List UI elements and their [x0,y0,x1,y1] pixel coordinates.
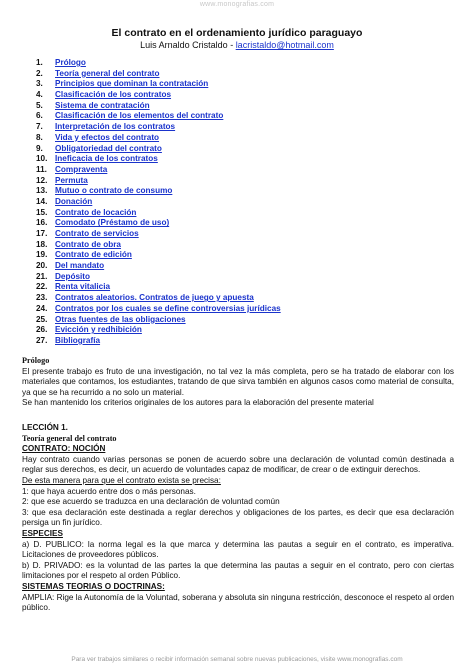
toc-link[interactable]: Clasificación de los elementos del contrato [55,111,224,121]
toc-number: 13. [36,186,48,196]
toc-item [36,240,281,251]
leccion-label: LECCIÓN 1. [22,423,68,432]
toc-number: 9. [36,143,43,153]
prologo-section [22,356,454,409]
author-line [0,40,474,50]
toc-link[interactable]: Contrato de locación [55,207,137,217]
toc-number: 6. [36,111,43,121]
toc-number: 2. [36,68,43,78]
toc-item [36,325,281,336]
prologo-note: Se han mantenido los criterios originales de los autores para la elaboración del presente material [22,398,374,408]
toc-item [36,176,281,187]
toc-number: 15. [36,207,48,217]
footer-note: Para ver trabajos similares o recibir información semanal sobre nuevas publicaciones, visite www.monografias.com [71,656,403,663]
toc-link[interactable]: Contratos por los cuales se define controversias jurídicas [55,303,281,313]
toc-number: 18. [36,239,48,249]
toc-number: 26. [36,325,48,335]
requirement-item: 1: que haya acuerdo entre dos o más personas. [22,486,196,496]
toc-link[interactable]: Depósito [55,271,91,281]
toc-link[interactable]: Compraventa [55,164,108,174]
toc-number: 7. [36,122,43,132]
toc-number: 10. [36,154,48,164]
toc-link[interactable]: Ineficacia de los contratos [55,154,158,164]
toc-item [36,272,281,283]
toc-link[interactable]: Principios que dominan la contratación [55,79,209,89]
author-email-link[interactable]: lacristaldo@hotmail.com [235,40,334,50]
toc-item [36,186,281,197]
toc-item [36,208,281,219]
toc-number: 22. [36,282,48,292]
toc-link[interactable]: Renta vitalicia [55,282,111,292]
table-of-contents [36,58,281,347]
toc-item [36,122,281,133]
toc-number: 11. [36,164,47,174]
toc-link[interactable]: Donación [55,196,93,206]
toc-link[interactable]: Comodato (Préstamo de uso) [55,218,170,228]
toc-link[interactable]: Mutuo o contrato de consumo [55,186,173,196]
toc-number: 23. [36,293,48,303]
toc-item [36,197,281,208]
toc-link[interactable]: Interpretación de los contratos [55,122,176,132]
toc-link[interactable]: Contrato de edición [55,250,132,260]
especie-publico: a) D. PUBLICO: la norma legal es la que marca y determina las pautas a seguir en el contrato, es imperativa. Licitaciones de proveedores públicos. [22,539,454,560]
toc-number: 27. [36,335,48,345]
toc-item [36,69,281,80]
toc-item [36,101,281,112]
requirement-item: 3: que esa declaración este destinada a reglar derechos y obligaciones de los partes, es decir que esa declaración persiga un fin jurídico. [22,507,454,528]
toc-number: 17. [36,229,48,238]
toc-number: 5. [36,100,43,110]
subheading-nocion: CONTRATO: NOCIÓN [22,444,106,454]
toc-item [36,111,281,122]
toc-item [36,218,281,229]
toc-link[interactable]: Clasificación de los contratos [55,90,172,100]
toc-link[interactable]: Obligatoriedad del contrato [55,143,162,153]
toc-link[interactable]: Contrato de obra [55,239,121,249]
toc-link[interactable]: Otras fuentes de las obligaciones [55,314,186,324]
toc-item [36,154,281,165]
toc-item [36,58,281,69]
toc-link[interactable]: Bibliografía [55,335,101,345]
toc-number: 24. [36,303,48,313]
author-name: Luis Arnaldo Cristaldo - [140,40,236,50]
toc-item [36,90,281,101]
amplia-paragraph: AMPLIA: Rige la Autonomía de la Voluntad, soberana y absoluta sin ninguna restricción, desconoce el respeto al orden público. [22,592,454,613]
toc-number: 14. [36,196,48,206]
toc-item [36,261,281,272]
toc-number: 16. [36,218,48,228]
toc-link[interactable]: Evicción y redhibición [55,325,142,335]
requirement-item: 2: que ese acuerdo se traduzca en una declaración de voluntad común [22,497,280,507]
toc-link[interactable]: Sistema de contratación [55,100,150,110]
toc-link[interactable]: Contrato de servicios [55,229,139,238]
prologo-paragraph: El presente trabajo es fruto de una investigación, no tal vez la más completa, pero se ha tratado de elaborar con los materiales que contamos, los estudiantes, tratando de que sirva también en algunos casos como material de consulta, ya que se ha recurrido a no solo un material. [22,366,454,397]
toc-number: 25. [36,314,48,324]
toc-item [36,336,281,347]
toc-link[interactable]: Contratos aleatorios. Contratos de juego y apuesta [55,293,254,303]
toc-number: 1. [36,58,43,67]
definition-paragraph: Hay contrato cuando varias personas se ponen de acuerdo sobre una declaración de voluntad común destinada a reglar sus derechos, es decir, un acuerdo de voluntades capaz de modificar, de crear o de extinguir derechos. [22,454,454,475]
toc-number: 8. [36,132,43,142]
toc-link[interactable]: Prólogo [55,58,86,67]
especie-privado: b) D. PRIVADO: es la voluntad de las partes la que determina las pautas a seguir en el contrato, pero con ciertas limitaciones por el respeto al orden Público. [22,560,454,581]
toc-item [36,250,281,261]
requirements-intro: De esta manera para que el contrato exista se precisa: [22,475,221,485]
leccion-section [22,423,454,614]
toc-item [36,315,281,326]
top-watermark: www.monografias.com [199,1,275,8]
toc-number: 3. [36,79,43,89]
toc-item [36,133,281,144]
sistemas-heading: SISTEMAS TEORIAS O DOCTRINAS: [22,581,165,591]
toc-link[interactable]: Del mandato [55,261,105,271]
toc-item [36,293,281,304]
toc-number: 21. [36,271,48,281]
toc-link[interactable]: Permuta [55,175,88,185]
toc-number: 19. [36,250,48,260]
toc-item [36,165,281,176]
toc-item [36,304,281,315]
toc-item [36,79,281,90]
toc-item [36,144,281,155]
section-heading: Teoría general del contrato [22,433,117,443]
document-title: El contrato en el ordenamiento jurídico paraguayo [111,27,363,39]
toc-link[interactable]: Teoría general del contrato [55,68,160,78]
toc-number: 12. [36,175,48,185]
toc-item [36,282,281,293]
toc-item [36,229,281,240]
prologo-heading: Prólogo [22,356,50,365]
toc-link[interactable]: Vida y efectos del contrato [55,132,160,142]
toc-number: 20. [36,261,48,271]
toc-number: 4. [36,90,43,100]
especies-heading: ESPECIES [22,528,63,538]
